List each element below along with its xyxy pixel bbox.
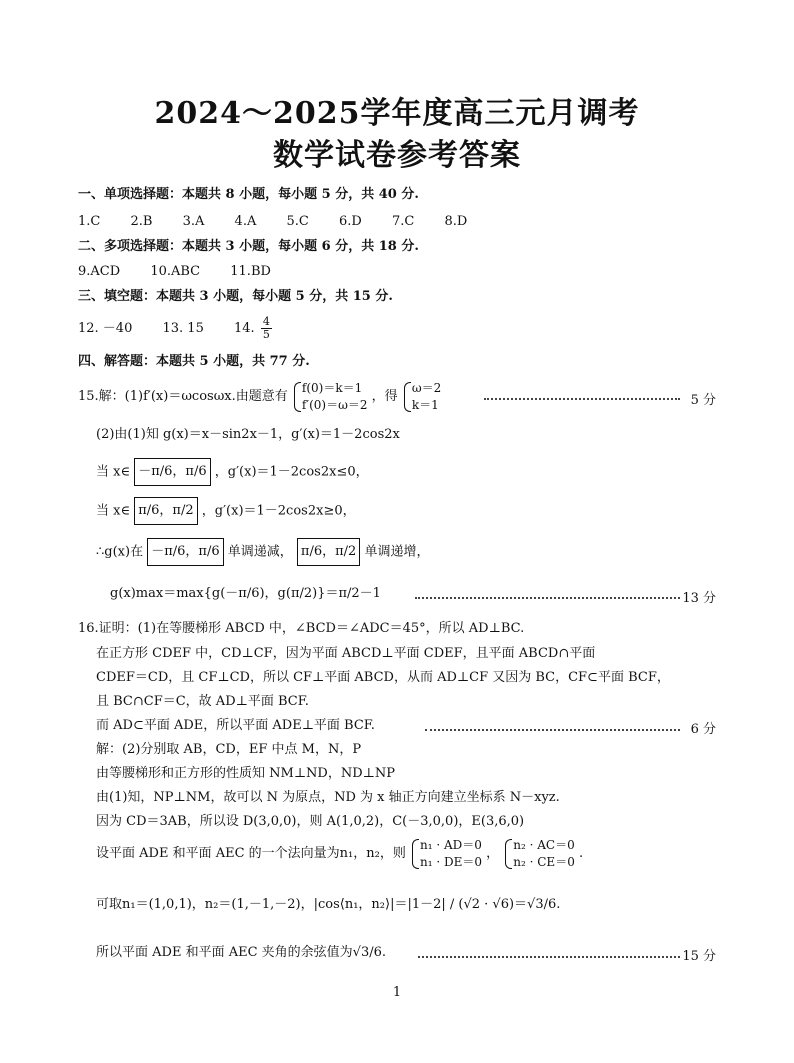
answer-7: 7.C [391,214,415,229]
q16-line-3: CDEF＝CD，且 CF⊥CD，所以 CF⊥平面 ABCD，从而 AD⊥CF 又因为 BC，CF⊂平面 BCF， [96,670,670,685]
q15-l4-text-b: ，g′(x)＝1－2cos2x≥0， [201,503,356,519]
answer-10: 10.ABC [150,264,201,279]
title-line-1: 2024～2025学年度高三元月调考 [154,96,640,131]
q16-l10-end: . [578,846,584,861]
q16-system-2 [503,837,575,871]
q15-system-1 [292,380,368,414]
answer-13: 13. 15 [162,321,204,336]
q16-l10-sep: ， [486,846,500,861]
section-4-header: 四、解答题：本题共 5 小题，共 77 分. [78,354,310,369]
q16-line-7: 由等腰梯形和正方形的性质知 NM⊥ND，ND⊥NP [96,766,395,781]
q15-line-1 [78,378,441,416]
answer-14-label: 14. [234,321,255,336]
section-1-answers [78,213,493,231]
page-number: 1 [392,985,402,1000]
q16-sys2-row2: n₂ · CE＝0 [513,854,575,869]
q15-line-6: g(x)max＝max{g(－π/6)，g(π/2)}＝π/2－1 [110,586,381,601]
q15-leader-dots-1 [484,398,680,400]
q15-line-5 [96,538,429,566]
answer-11: 11.BD [230,264,271,279]
answer-5: 5.C [286,214,309,229]
answer-8: 8.D [444,214,468,229]
q16-leader-dots-2 [418,956,680,958]
q15-l3-interval: －π/6，π/6 [134,458,210,486]
q15-l5-text-a: ∴g(x)在 [96,544,144,560]
q15-l5-text-b: 单调递减， [227,544,293,560]
q15-l1-text: 15.解：(1)f′(x)＝ωcosωx.由题意有 [78,389,288,404]
q15-score-2: 13 分 [682,591,716,606]
q16-sys1-row2: n₁ · DE＝0 [419,854,482,869]
q15-l5-text-c: 单调递增， [364,544,430,560]
q16-system-1 [410,837,482,871]
answer-6: 6.D [338,214,362,229]
answer-12: 12. －40 [78,321,133,336]
q15-l4-text-a: 当 x∈ [96,503,131,519]
q15-line-3 [96,458,369,486]
section-2-header: 二、多项选择题：本题共 3 小题，每小题 6 分，共 18 分. [78,239,419,254]
answer-14-denominator: 5 [262,328,270,341]
answer-2: 2.B [130,214,153,229]
q15-leader-dots-2 [415,597,680,599]
q16-line-6: 解：(2)分别取 AB，CD，EF 中点 M，N，P [96,742,362,757]
q16-line-4: 且 BC∩CF＝C，故 AD⊥平面 BCF. [96,694,309,709]
q16-line-5: 而 AD⊂平面 ADE，所以平面 ADE⊥平面 BCF. [96,718,375,733]
q16-score-1: 6 分 [690,722,716,737]
q16-sys2-row1: n₂ · AC＝0 [513,837,575,852]
q15-system-2 [402,380,441,414]
section-3-answers [78,316,274,342]
q16-sys1-row1: n₁ · AD＝0 [419,837,482,852]
answer-1: 1.C [78,214,101,229]
q15-l1-get: ，得 [371,389,398,404]
q15-sys2-row1: ω＝2 [411,380,442,395]
q15-l4-interval: π/6，π/2 [134,497,197,525]
q15-l5-interval-1: －π/6，π/6 [147,538,223,566]
q16-line-8: 由(1)知，NP⊥NM，故可以 N 为原点，ND 为 x 轴正方向建立坐标系 N－xyz. [96,790,560,805]
title-line-2: 数学试卷参考答案 [273,138,521,173]
q16-line-12: 所以平面 ADE 和平面 AEC 夹角的余弦值为√3/6. [96,945,386,960]
q15-line-4 [96,497,356,525]
q15-sys1-row1: f(0)＝k＝1 [301,380,363,395]
q16-line-9: 因为 CD＝3AB，所以设 D(3,0,0)，则 A(1,0,2)，C(－3,0,0)，E(3,6,0) [96,814,525,829]
q16-score-2: 15 分 [682,949,716,964]
section-2-answers [78,263,297,281]
answer-3: 3.A [182,214,205,229]
q15-l3-text-b: ，g′(x)＝1－2cos2x≤0， [214,464,369,480]
q15-l5-interval-2: π/6，π/2 [297,538,360,566]
answer-9: 9.ACD [78,264,121,279]
section-1-header: 一、单项选择题：本题共 8 小题，每小题 5 分，共 40 分. [78,187,419,202]
q15-l3-text-a: 当 x∈ [96,464,131,480]
q16-line-10 [96,836,583,872]
answer-14-numerator: 4 [262,315,270,328]
q15-line-2: (2)由(1)知 g(x)＝x－sin2x－1，g′(x)＝1－2cos2x [96,427,400,442]
q16-l10-text: 设平面 ADE 和平面 AEC 的一个法向量为n₁，n₂，则 [96,846,406,861]
answer-14-fraction [261,316,272,341]
answer-4: 4.A [234,214,257,229]
q15-sys1-row2: f′(0)＝ω＝2 [301,397,368,412]
q16-line-1: 16.证明：(1)在等腰梯形 ABCD 中，∠BCD＝∠ADC＝45°，所以 AD⊥BC. [78,621,525,636]
q16-line-2: 在正方形 CDEF 中，CD⊥CF，因为平面 ABCD⊥平面 CDEF，且平面 ABCD∩平面 [96,646,596,661]
section-3-header: 三、填空题：本题共 3 小题，每小题 5 分，共 15 分. [78,289,393,304]
q15-sys2-row2: k＝1 [411,397,439,412]
q16-leader-dots-1 [425,729,680,731]
q16-line-11: 可取n₁＝(1,0,1)，n₂＝(1,－1,－2)，|cos⟨n₁，n₂⟩|＝|1－2| / (√2 · √6)＝√3/6. [96,897,561,912]
q15-score-1: 5 分 [690,393,716,408]
